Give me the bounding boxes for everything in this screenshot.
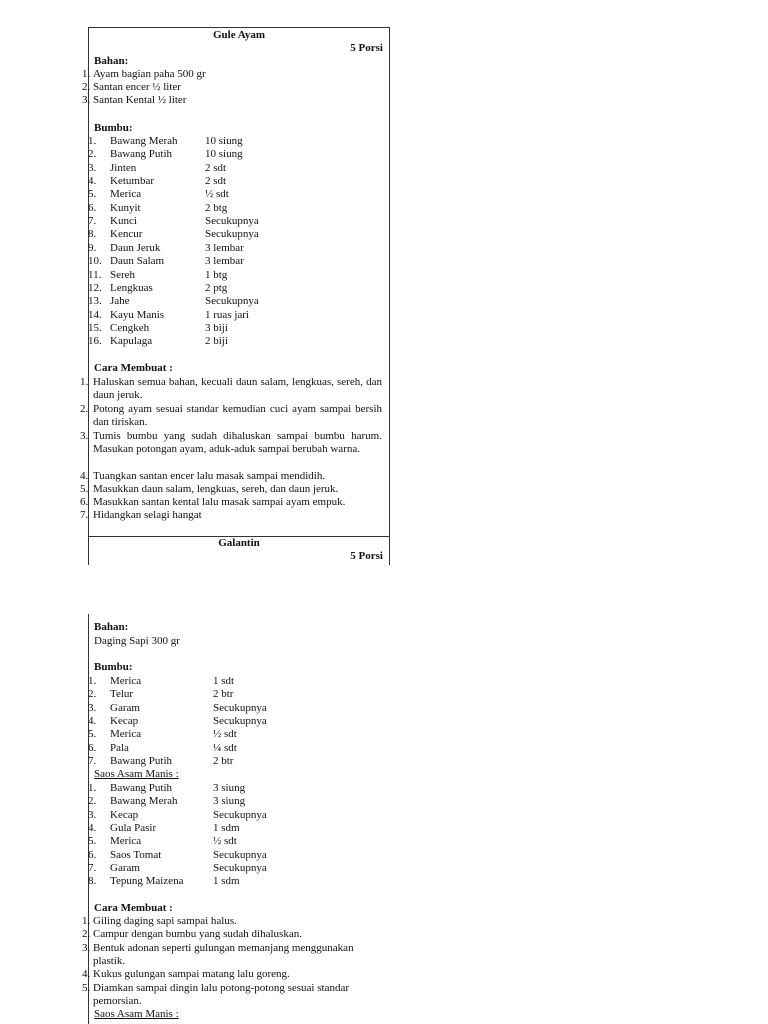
ingredient-name: Kunci	[110, 215, 137, 228]
ingredient-qty: Secukupnya	[213, 848, 267, 861]
ingredient-qty: Secukupnya	[213, 715, 267, 728]
list-number: 8.	[88, 228, 97, 241]
cara-step: Diamkan sampai dingin lalu potong-potong sesuai standar pemorsian.	[93, 982, 350, 1008]
recipe-title: Gule Ayam	[212, 29, 266, 41]
ingredient-qty: ¼ sdt	[213, 741, 237, 754]
list-number: 1.	[88, 782, 97, 794]
ingredient-name: Bawang Putih	[110, 148, 173, 161]
list-number: 14.	[88, 308, 102, 321]
list-number: 1.	[80, 376, 89, 388]
list-number: 5.	[88, 728, 97, 741]
cara-step: Potong ayam sesuai standar kemudian cuci ayam sampai bersih dan tiriskan.	[93, 403, 382, 429]
list-number: 16.	[88, 335, 102, 348]
cara-heading: Cara Membuat :	[94, 902, 173, 914]
ingredient-name: Kecap	[110, 715, 139, 728]
list-number: 15.	[88, 321, 102, 334]
ingredient-name: Lengkuas	[110, 281, 153, 294]
bahan-item: Ayam bagian paha 500 gr	[93, 68, 206, 80]
ingredient-name: Jinten	[110, 161, 137, 174]
list-number: 2.	[82, 928, 91, 940]
ingredient-qty: Secukupnya	[213, 862, 267, 875]
cara-heading: Cara Membuat :	[94, 362, 173, 374]
ingredient-qty: 2 biji	[205, 335, 228, 348]
bahan-heading: Bahan:	[94, 55, 129, 67]
ingredient-qty: Secukupnya	[205, 215, 259, 228]
list-number: 6.	[88, 741, 97, 754]
list-number: 13.	[88, 295, 102, 308]
ingredient-qty: 10 siung	[205, 135, 243, 147]
bahan-item: Santan encer ½ liter	[93, 81, 181, 93]
ingredient-name: Jahe	[110, 295, 130, 308]
ingredient-qty: 3 lembar	[205, 255, 244, 268]
ingredient-qty: 1 sdt	[213, 675, 235, 687]
ingredient-name: Sereh	[110, 268, 136, 281]
ingredient-name: Pala	[110, 741, 129, 754]
list-number: 1.	[82, 68, 91, 80]
ingredient-qty: 2 ptg	[205, 281, 228, 294]
portion-label: 5 Porsi	[350, 42, 383, 54]
list-number: 1.	[88, 675, 97, 687]
ingredient-name: Merica	[110, 188, 142, 201]
ingredient-qty: 3 siung	[213, 782, 246, 794]
ingredient-qty: ½ sdt	[213, 728, 237, 741]
ingredient-name: Kunyit	[110, 201, 141, 214]
list-number: 6.	[80, 496, 89, 508]
list-number: 1.	[88, 135, 97, 147]
cara-step: Masukkan santan kental lalu masak sampai ayam empuk.	[93, 496, 346, 508]
bahan-item: Daging Sapi 300 gr	[94, 635, 180, 647]
ingredient-qty: 10 siung	[205, 148, 243, 161]
bahan-item: Santan Kental ½ liter	[93, 94, 187, 106]
cara-step: Campur dengan bumbu yang sudah dihaluskan.	[93, 928, 302, 940]
bumbu-heading: Bumbu:	[94, 661, 133, 673]
ingredient-qty: 1 ruas jari	[205, 308, 249, 321]
cara-step: Tuangkan santan encer lalu masak sampai mendidih.	[93, 470, 326, 482]
list-number: 4.	[88, 175, 97, 188]
list-number: 11.	[88, 268, 102, 281]
ingredient-qty: 2 btr	[213, 755, 234, 768]
ingredient-qty: Secukupnya	[205, 228, 259, 241]
saos-heading: Saos Asam Manis :	[94, 768, 179, 780]
list-number: 7.	[88, 755, 97, 768]
list-number: 8.	[88, 875, 97, 888]
ingredient-qty: 3 biji	[205, 321, 228, 334]
bahan-heading: Bahan:	[94, 621, 129, 633]
ingredient-name: Bawang Merah	[110, 135, 178, 147]
ingredient-qty: 1 sdm	[213, 875, 240, 888]
list-number: 2.	[88, 148, 97, 161]
ingredient-name: Merica	[110, 675, 142, 687]
cara-step: Giling daging sapi sampai halus.	[93, 915, 237, 927]
list-number: 4.	[82, 968, 91, 980]
ingredient-qty: 3 siung	[213, 795, 246, 808]
ingredient-name: Kayu Manis	[110, 308, 165, 321]
saos-footer-heading: Saos Asam Manis :	[94, 1008, 179, 1020]
list-number: 2.	[88, 795, 97, 808]
cara-step: Tumis bumbu yang sudah dihaluskan sampai bumbu harum. Masukan potongan ayam, aduk-aduk sampai berubah warna.	[93, 430, 382, 456]
ingredient-name: Bawang Putih	[110, 782, 173, 794]
ingredient-qty: 1 sdm	[213, 822, 240, 835]
list-number: 3.	[80, 430, 89, 442]
list-number: 4.	[88, 822, 97, 835]
ingredient-qty: Secukupnya	[213, 808, 267, 821]
list-number: 5.	[88, 835, 97, 848]
ingredient-name: Bawang Merah	[110, 795, 178, 808]
list-number: 12.	[88, 281, 102, 294]
ingredient-qty: Secukupnya	[205, 295, 259, 308]
ingredient-name: Merica	[110, 835, 142, 848]
list-number: 2.	[80, 403, 89, 415]
cara-step: Kukus gulungan sampai matang lalu goreng.	[93, 968, 290, 980]
list-number: 3.	[82, 942, 91, 954]
ingredient-name: Bawang Putih	[110, 755, 173, 768]
cara-step: Hidangkan selagi hangat	[93, 509, 202, 521]
list-number: 6.	[88, 201, 97, 214]
ingredient-name: Ketumbar	[110, 175, 154, 188]
cara-step: Bentuk adonan seperti gulungan memanjang menggunakan plastik.	[93, 942, 354, 968]
ingredient-qty: 2 btr	[213, 688, 234, 701]
list-number: 4.	[80, 470, 89, 482]
ingredient-name: Gula Pasir	[110, 822, 157, 835]
ingredient-qty: ½ sdt	[213, 835, 237, 848]
list-number: 3.	[88, 808, 97, 821]
ingredient-qty: 1 btg	[205, 268, 228, 281]
ingredient-name: Kecap	[110, 808, 139, 821]
list-number: 2.	[82, 81, 91, 93]
bumbu-heading: Bumbu:	[94, 122, 133, 134]
list-number: 9.	[88, 241, 97, 254]
recipe-title: Galantin	[218, 537, 260, 549]
list-number: 10.	[88, 255, 102, 268]
ingredient-name: Saos Tomat	[110, 848, 162, 861]
cara-step: Haluskan semua bahan, kecuali daun salam, lengkuas, sereh, dan daun jeruk.	[93, 376, 382, 402]
list-number: 5.	[88, 188, 97, 201]
list-number: 3.	[82, 94, 91, 106]
ingredient-qty: 2 btg	[205, 201, 228, 214]
list-number: 2.	[88, 688, 97, 701]
ingredient-qty: ½ sdt	[205, 188, 229, 201]
list-number: 1.	[82, 915, 91, 927]
list-number: 6.	[88, 848, 97, 861]
list-number: 3.	[88, 701, 97, 714]
ingredient-name: Garam	[110, 701, 140, 714]
list-number: 4.	[88, 715, 97, 728]
ingredient-name: Kapulaga	[110, 335, 153, 348]
ingredient-name: Merica	[110, 728, 142, 741]
ingredient-qty: 2 sdt	[205, 175, 227, 188]
ingredient-name: Daun Salam	[110, 255, 165, 268]
ingredient-name: Cengkeh	[110, 321, 150, 334]
ingredient-name: Garam	[110, 862, 140, 875]
ingredient-qty: Secukupnya	[213, 701, 267, 714]
cara-step: Masukkan daun salam, lengkuas, sereh, dan daun jeruk.	[93, 483, 339, 495]
list-number: 7.	[88, 215, 97, 228]
ingredient-name: Daun Jeruk	[110, 241, 161, 254]
ingredient-name: Tepung Maizena	[110, 875, 184, 888]
ingredient-name: Telur	[110, 688, 134, 701]
list-number: 3.	[88, 161, 97, 174]
ingredient-qty: 3 lembar	[205, 241, 244, 254]
portion-label: 5 Porsi	[350, 550, 383, 562]
ingredient-name: Kencur	[110, 228, 143, 241]
list-number: 7.	[88, 862, 97, 875]
list-number: 7.	[80, 509, 89, 521]
list-number: 5.	[80, 483, 89, 495]
ingredient-qty: 2 sdt	[205, 161, 227, 174]
list-number: 5.	[82, 982, 91, 994]
